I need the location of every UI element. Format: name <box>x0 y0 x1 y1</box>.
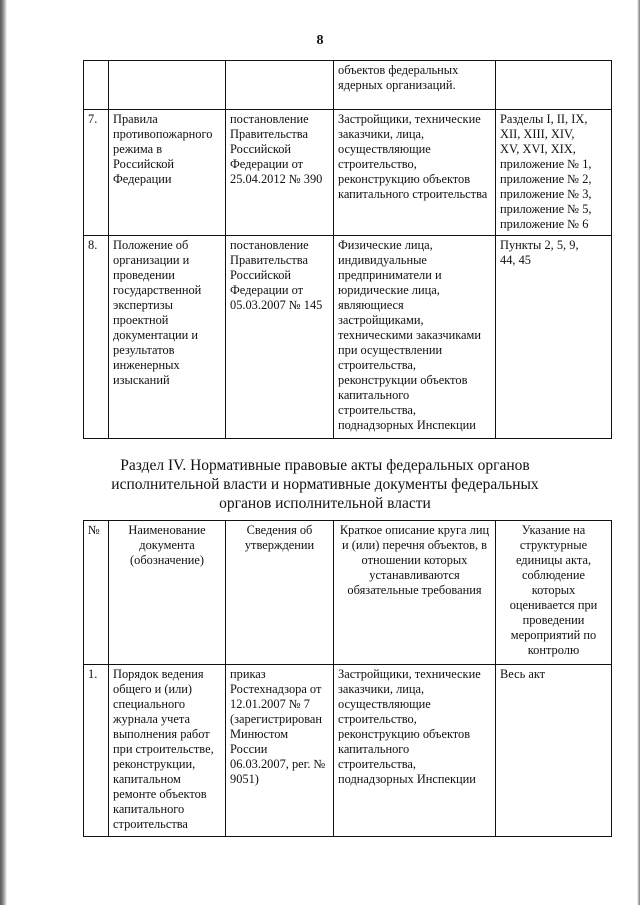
text-line: которых <box>531 583 576 597</box>
text-line: исполнительной власти и нормативные документы федеральных <box>111 476 539 493</box>
text-line: поднадзорных Инспекции <box>338 418 476 432</box>
text-line: при строительстве, <box>113 742 214 756</box>
text-line: ядерных организаций. <box>338 78 456 92</box>
text-line: документации и <box>113 328 199 342</box>
cell-name <box>109 110 226 236</box>
text-line: приложение № 5, <box>500 202 592 216</box>
text-line: отношении которых <box>361 553 468 567</box>
text-line: (обозначение) <box>130 553 204 567</box>
text-line: Разделы I, II, IX, <box>500 112 588 126</box>
text-line: Правительства <box>230 127 308 141</box>
text-line: капитального <box>113 802 185 816</box>
header-units <box>496 521 612 665</box>
text-line: мероприятий по <box>510 628 597 642</box>
text-line: проектной <box>113 313 169 327</box>
text-line: приложение № 6 <box>500 217 589 231</box>
cell-name <box>109 236 226 439</box>
text-line: объектов федеральных <box>338 63 459 77</box>
table-section-iii-continuation <box>83 60 612 439</box>
text-line: приложение № 2, <box>500 172 592 186</box>
text-line: строительства <box>113 817 188 831</box>
text-line: строительства, <box>338 403 417 417</box>
text-line: техническими заказчиками <box>338 328 482 342</box>
header-description <box>334 521 496 665</box>
text-line: единицы акта, <box>515 553 592 567</box>
section-heading <box>90 456 560 513</box>
text-line: изысканий <box>113 373 170 387</box>
text-line: строительство, <box>338 712 417 726</box>
text-line: приложение № 1, <box>500 157 592 171</box>
text-line: документа <box>139 538 195 552</box>
text-line: утверждении <box>244 538 315 552</box>
text-line: 06.03.2007, рег. № <box>230 757 326 771</box>
cell-name <box>109 665 226 837</box>
cell-description <box>334 665 496 837</box>
text-line: журнала учета <box>113 712 190 726</box>
header-name <box>109 521 226 665</box>
table-row <box>84 236 612 439</box>
cell-num: 1. <box>84 665 109 837</box>
cell-units <box>496 236 612 439</box>
text-line: Раздел IV. Нормативные правовые акты федеральных органов <box>120 457 530 474</box>
text-line: (зарегистрирован <box>230 712 323 726</box>
text-line: результатов <box>113 343 175 357</box>
text-line: противопожарного <box>113 127 213 141</box>
text-line: 12.01.2007 № 7 <box>230 697 310 711</box>
cell-units <box>496 665 612 837</box>
text-line: Российской <box>113 157 175 171</box>
text-line: предприниматели и <box>338 268 442 282</box>
text-line: ремонте объектов <box>113 787 207 801</box>
text-line: Указание на <box>521 523 586 537</box>
text-line: индивидуальные <box>338 253 427 267</box>
text-line: осуществляющие <box>338 142 431 156</box>
text-line: постановление <box>230 112 309 126</box>
text-line: России <box>230 742 268 756</box>
text-line: XV, XVI, XIX, <box>500 142 576 156</box>
text-line: приложение № 3, <box>500 187 592 201</box>
text-line: Ростехнадзора от <box>230 682 322 696</box>
text-line: проведении <box>522 613 585 627</box>
table-row <box>84 665 612 837</box>
text-line: реконструкции, <box>113 757 196 771</box>
text-line: и (или) перечня объектов, в <box>342 538 487 552</box>
text-line: реконструкцию объектов <box>338 172 471 186</box>
cell-num: 7. <box>84 110 109 236</box>
cell-approval <box>226 236 334 439</box>
text-line: экспертизы <box>113 298 173 312</box>
text-line: проведении <box>113 268 175 282</box>
table-section-iv <box>83 520 612 837</box>
text-line: Правила <box>113 112 158 126</box>
text-line: Федерации от <box>230 283 304 297</box>
text-line: 25.04.2012 № 390 <box>230 172 323 186</box>
cell-description <box>334 236 496 439</box>
text-line: организации и <box>113 253 190 267</box>
text-line: строительства, <box>338 757 417 771</box>
text-line: Федерации <box>113 172 172 186</box>
text-line: реконструкцию объектов <box>338 727 471 741</box>
text-line: Российской <box>230 268 292 282</box>
cell-units <box>496 110 612 236</box>
cell-approval <box>226 665 334 837</box>
header-num: № <box>84 521 109 665</box>
text-line: строительства, <box>338 358 417 372</box>
text-line: строительство, <box>338 157 417 171</box>
text-line: поднадзорных Инспекции <box>338 772 476 786</box>
text-line: Правительства <box>230 253 308 267</box>
text-line: заказчики, лица, <box>338 682 425 696</box>
text-line: застройщиками, <box>338 313 424 327</box>
text-line: капитального строительства <box>338 187 488 201</box>
text-line: Российской <box>230 142 292 156</box>
text-line: реконструкции объектов <box>338 373 468 387</box>
text-line: капитальном <box>113 772 181 786</box>
text-line: общего и (или) <box>113 682 193 696</box>
table-header-row <box>84 521 612 665</box>
text-line: Минюстом <box>230 727 289 741</box>
cell-approval <box>226 61 334 110</box>
text-line: Пункты 2, 5, 9, <box>500 238 579 252</box>
text-line: выполнения работ <box>113 727 210 741</box>
text-line: 05.03.2007 № 145 <box>230 298 323 312</box>
text-line: обязательные требования <box>347 583 482 597</box>
text-line: 44, 45 <box>500 253 531 267</box>
text-line: Сведения об <box>246 523 313 537</box>
text-line: инженерных <box>113 358 180 372</box>
text-line: являющиеся <box>338 298 404 312</box>
text-line: оценивается при <box>509 598 598 612</box>
text-line: при осуществлении <box>338 343 443 357</box>
text-line: Положение об <box>113 238 189 252</box>
text-line: Федерации от <box>230 157 304 171</box>
cell-description <box>334 61 496 110</box>
text-line: XII, XIII, XIV, <box>500 127 575 141</box>
text-line: заказчики, лица, <box>338 127 425 141</box>
cell-num <box>84 61 109 110</box>
text-line: государственной <box>113 283 202 297</box>
text-line: Застройщики, технические <box>338 667 481 681</box>
table-row-continuation <box>84 61 612 110</box>
text-line: 9051) <box>230 772 259 786</box>
text-line: режима в <box>113 142 163 156</box>
cell-units <box>496 61 612 110</box>
text-line: постановление <box>230 238 309 252</box>
text-line: Весь акт <box>500 667 546 681</box>
text-line: приказ <box>230 667 266 681</box>
text-line: структурные <box>519 538 588 552</box>
text-line: соблюдение <box>521 568 586 582</box>
text-line: Застройщики, технические <box>338 112 481 126</box>
text-line: Наименование <box>128 523 206 537</box>
cell-description <box>334 110 496 236</box>
text-line: Порядок ведения <box>113 667 204 681</box>
text-line: юридические лица, <box>338 283 440 297</box>
cell-name <box>109 61 226 110</box>
page-number: 8 <box>316 33 324 48</box>
cell-approval <box>226 110 334 236</box>
text-line: контролю <box>527 643 580 657</box>
text-line: капитального <box>338 388 410 402</box>
scan-edge-left <box>0 0 7 905</box>
text-line: специального <box>113 697 186 711</box>
table-row <box>84 110 612 236</box>
text-line: капитального <box>338 742 410 756</box>
cell-num: 8. <box>84 236 109 439</box>
header-approval <box>226 521 334 665</box>
text-line: Физические лица, <box>338 238 433 252</box>
text-line: Краткое описание круга лиц <box>339 523 490 537</box>
text-line: устанавливаются <box>369 568 460 582</box>
text-line: осуществляющие <box>338 697 431 711</box>
text-line: органов исполнительной власти <box>219 495 431 512</box>
